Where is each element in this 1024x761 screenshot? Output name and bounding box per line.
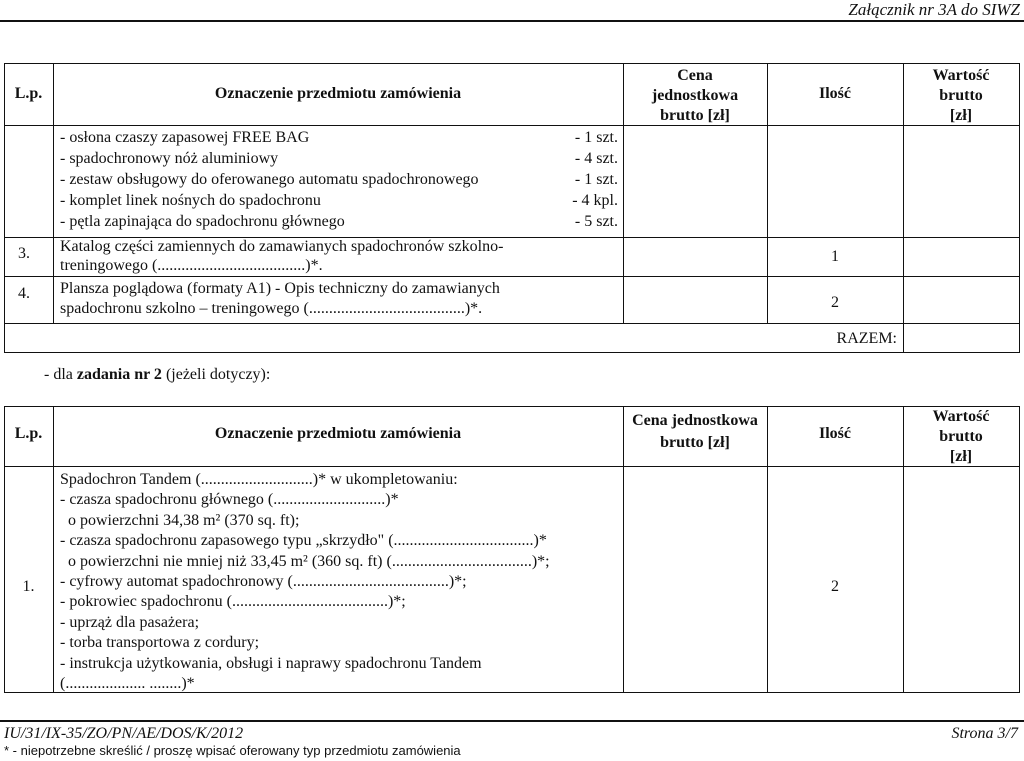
footnote: * - niepotrzebne skreślić / proszę wpisać oferowany typ przedmiotu zamówienia — [4, 743, 461, 758]
header-unit-price: Cena jednostkowa brutto [zł] — [632, 412, 758, 451]
row-description: Plansza poglądowa (formaty A1) - Opis techniczny do zamawianych spadochronu szkolno – treningowego (.......................................)*. — [60, 280, 500, 317]
row-description: Spadochron Tandem (............................)* w ukompletowaniu: - czasza spadochronu głównego (............................)* o powierzchni 34,38 m² (370 sq. ft); - czasza spadochronu zapasowego typu „skrzydło" (...................................)* o powierzchni nie mniej niż 33,45 m² (360 sq. ft) (...................................)*; - cyfrowy automat spadochronowy (.......................................)*; - pokrowiec spadochronu (.......................................)*; - uprząż dla pasażera; - torba transportowa z cordury; - instrukcja użytkowania, obsługi i naprawy spadochronu Tandem (.................... ........)* — [60, 471, 550, 693]
header-rule — [0, 20, 1024, 22]
row-lp: 3. — [18, 245, 30, 262]
header-quantity: Ilość — [819, 85, 851, 102]
document-code: IU/31/IX-35/ZO/PN/AE/DOS/K/2012 — [4, 725, 244, 742]
list-item: - osłona czaszy zapasowej FREE BAG - 1 szt. — [60, 129, 618, 146]
header-quantity: Ilość — [819, 425, 851, 442]
continued-items-list — [60, 128, 620, 233]
page-number: Strona 3/7 — [951, 725, 1018, 742]
row-description: Katalog części zamiennych do zamawianych spadochronów szkolno- treningowego (.....................................)*. — [60, 238, 504, 274]
list-item: - komplet linek nośnych do spadochronu - 4 kpl. — [60, 192, 618, 209]
footer-rule — [0, 720, 1024, 722]
list-item: - pętla zapinająca do spadochronu głównego - 5 szt. — [60, 213, 618, 230]
list-item: - zestaw obsługowy do oferowanego automatu spadochronowego - 1 szt. — [60, 171, 618, 188]
row-quantity: 2 — [831, 578, 839, 595]
header-value: Wartość brutto [zł] — [932, 67, 990, 124]
section-2-intro: - dla zadania nr 2 (jeżeli dotyczy): — [44, 366, 271, 383]
attachment-label: Załącznik nr 3A do SIWZ — [848, 0, 1020, 19]
header-description: Oznaczenie przedmiotu zamówienia — [214, 85, 462, 102]
row-quantity: 2 — [831, 294, 839, 311]
row-quantity: 1 — [831, 248, 839, 265]
header-lp: L.p. — [14, 425, 43, 442]
header-description: Oznaczenie przedmiotu zamówienia — [214, 425, 462, 442]
row-lp: 4. — [18, 285, 30, 302]
header-value: Wartość brutto [zł] — [932, 408, 990, 465]
row-lp: 1. — [22, 578, 35, 595]
total-label: RAZEM: — [836, 330, 897, 347]
list-item: - spadochronowy nóż aluminiowy - 4 szt. — [60, 150, 618, 167]
header-lp: L.p. — [14, 85, 43, 102]
header-unit-price: Cena jednostkowa brutto [zł] — [651, 67, 739, 124]
